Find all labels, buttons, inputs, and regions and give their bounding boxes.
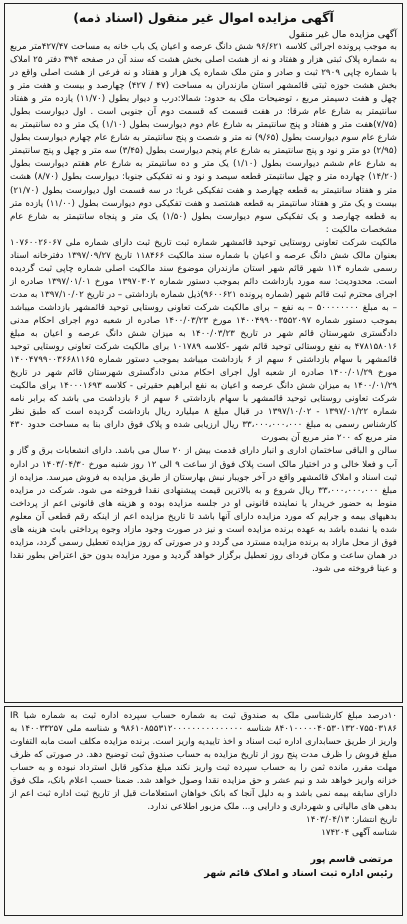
signature-block (10, 853, 397, 881)
notice-payment-box (4, 706, 403, 916)
notice-title: آگهی مزایده اموال غیر منقول (اسناد ذمه) (73, 10, 334, 25)
auction-terms: سالن و الباقی ساختمان اداری و انبار دارای قدمت بیش از ۲۰ سال می باشد. دارای انشعابات برق و گاز و آب و فعلا خالی و در اختیار مالک است پلاک فوق از ساعت ۹ الی ۱۲ روز شنبه مورخ ۱۴۰۳/۰۴/۳۰ در اداره ثبت اسناد و املاک قائمشهر واقع در آخر جویبار نبش بهارستان از طریق مزایده به فروش میرسد. مزایده از مبلغ ۳۳،۰۰۰،۰۰۰،۰۰۰ ریال شروع و به بالاترین قیمت پیشنهادی نقدا فروخته می شود. شرکت در مزایده منوط به حضور خریدار یا نماینده قانونی او در جلسه مزایده بوده و هزینه های قانونی اعم از پرداخت بدهیهای بیمه و جرایم که مورد مزایده دارای آنها باشد تا تاریخ مزایده اعم از اینکه رقم قطعی آن معلوم شده یا نشده باشد به عهده برنده مزایده است و نیز در صورت وجود مازاد وجوه پرداختی بابت هزینه های فوق از محل مازاد به برنده مزایده مسترد می گردد و در صورتی که روز مزایده تعطیل رسمی گردد، مزایده در همان ساعت و مکان فردای روز تعطیل برگزار خواهد گردید و مورد مزایده بدون حق اعتراض بطور نقدا و عینا فروخته می شود. (10, 446, 398, 574)
signer-name: مرتضی قاسم پور (310, 854, 393, 865)
publish-date: تاریخ انتشار: ۱۴۰۳/۰۴/۱۳ (306, 815, 397, 825)
property-description: به موجب پرونده اجرائی کلاسه ۹۶/۶۲۱ شش دانگ عرصه و اعیان یک باب خانه به مساحت ۴۲۷/۴۷متر مربع به شماره پلاک ثبتی هزار و هفتاد و نه از هشت اصلی بخش هشت که سند آن در صفحه ۳۹۴ دفتر ۲۵ املاک با شماره چاپی ۲۹۰۹ ثبت و صادر و متن ملک شماره یک هزار و هفتاد و نه فرعی از هشت اصلی واقع در بخش هشت حوزه ثبتی قائمشهر استان مازندران به مساحت (۴۷ / ۴۲۷) چهارصد و بیست و هفت متر و چهل و هفت دسیمتر مربع ، توضیحات ملک به حدود: شمالا:درب و دیوار بطول (۱۱/۷۰) یازده متر و هفتاد سانتیمتر به شارع عام شرقا: در هفت قسمت که قسمت دوم آن جنوبی است . اول دیوارست بطول (۷/۷۵)هفت متر و هفتاد و پنج سانتیمتر به شارع عام دوم دیوارست بطول (۱/۱۰) یک متر و ده سانتیمتر به شارع عام سوم دیوارست بطول (۹/۶۵) نه متر و شصت و پنج سانتیمتر به شارع عام چهارم دیوارست بطول (۲/۹۵) دو متر و نود و پنج سانتیمتر به شارع عام پنجم دیوارست بطول (۳/۴۵) سه متر و چهل و پنج سانتیمتر به شارع عام ششم دیوارست بطول (۱/۱۰) یک متر و ده سانتیمتر به شارع عام هفتم دیوارست بطول (۱۴/۲۰) چهارده متر و چهل سانتیمتر قطعه سیصد و نود و نه تفکیکی جنوبا: دیوارست بطول (۸/۷۰) هشت متر و هفتاد سانتیمتر به قطعه چهارصد و هفت تفکیکی غربا: در سه قسمت اول دیوارست بطول (۲۱/۷۰) بیست و یک متر و هفتاد سانتیمتر به قطعه هشتصد و هفت تفکیکی دوم دیوارست بطول (۱۱/۰۰) یازده متر به قطعه چهارصد و یک تفکیکی سوم دیوارست بطول (۱/۵۰) یک متر و پنجاه سانتیمتر به شارع عام مشخصات مالکیت : (10, 42, 398, 235)
notice-main-box (4, 3, 403, 703)
ownership-details: مالکیت شرکت تعاونی روستایی توحید قائمشهر شماره ثبت تاریخ ثبت دارای شماره ملی ۱۰۷۶۰۰۲۶۰۶۷ بعنوان مالک شش دانگ عرصه و اعیان با شماره سند مالکیت ۱۱۸۴۶۶ تاریخ ۱۳۹۷/۰۹/۲۷ دفترخانه اسناد رسمی شماره ۱۱۴ شهر قائم شهر استان مازندران موضوع سند مالکیت اصلی شماره چاپی ثبت گردیده است. محدودیت: سه مورد بازداشت دائم بموجب دستور شماره ۱۳۹۷۰۳۰۲ مورخ ۱۳۹۷/۰۱/۰۱ صادره از اجرای محترم ثبت قائم شهر (شماره پرونده ۹۶۰۰۶۲۱)ذیل شماره بازداشتی – در تاریخ ۱۳۹۷/۱۰/۰۲ به مدت – به مبلغ ۵۰۰۰۰۰۰۰۰ – به نفع – برای مالکیت شرکت تعاونی روستایی توحید قائمشهر بازداشت میباشد بموجب دستور شماره ۱۴۰۰۴۹۹۰۰۳۵۵۲۰۹۷ مورخ ۱۴۰۰/۰۳/۲۳ صادره از شعبه دوم اجرای احکام مدنی دادگستری شهرستان قائم شهر در تاریخ ۱۴۰۰/۰۳/۲۳ به میزان شش دانگ عرصه و اعیان به مبلغ ۴۷۸۱۵۸۰۱۶ به نفع روستائی توحید قائم شهر -کلاسه ۱۰۱۷۸۹ برای مالکیت شرکت تعاونی روستایی توحید قائمشهر با سهام بازداشتی ۶ سهم از ۶ بازداشت میباشد بموجب دستور شماره ۱۴۰۰۴۷۹۹۰۰۳۶۶۸۱۱۶۵ مورخ ۱۴۰۰/۰۱/۲۹ صادره از شعبه اول اجرای احکام مدنی دادگستری شهرستان قائم شهر در تاریخ ۱۴۰۰/۰۱/۲۹ به میزان شش دانگ عرصه و اعیان به نفع ابراهیم حقیرتی - کلاسه ۱۴۰۰۰۱۶۹۳ برای مالکیت شرکت تعاونی روستایی توحید قائمشهر با سهام بازداشتی ۶ سهم از ۶ بازداشت می باشد که برابر نامه شماره ۱۳۹۷/۰۱/۲۲ - ۱۳۹۷/۱۰/۰۲ در قبال مبلغ ۸ میلیارد ریال بازداشت گردیده است که طبق نظر کارشناس رسمی به مبلغ ۳۳،۰۰۰،۰۰۰،۰۰۰ ریال ارزیابی شده و پلاک فوق دارای بنا به مساحت حدود ۴۳۰ متر مربع که ۲۰۰ متر مربع آن بصورت (10, 237, 397, 444)
signer-title: رئیس اداره ثبت اسناد و املاک قائم شهر (204, 868, 393, 879)
notice-subtitle: آگهی مزایده مال غیر منقول (288, 29, 397, 40)
ad-id: شناسه آگهی ۱۷۴۲۰۴ (321, 827, 397, 838)
payment-terms: ۱۰درصد مبلغ کارشناسی ملک به صندوق ثبت به شماره حساب سپرده اداره ثبت به شماره شبا IR ۸۴۰۱۰۰۰۰۰۴۰۵۳۰۱۳۲۰۷۵۵۰۳۱۸۶ شناسه ۹۸۶۱۰۸۵۵۳۱۲۰۰۰۰۰۰۰۰۰۰۰۰۰۰۰ و شناسه ملی ۱۴۰۰۳۳۲۵۷ به واریز از طریق حسابداری اداره ثبت اسناد و اخذ تاییدیه واریز است. برنده مزایده مکلف است مابه التفاوت مبلغ فروش را ظرف مدت پنج روز از تاریخ مزایده به حساب صندوق ثبت توضیح دهد. در صورتی که ظرف مهلت مقرر، مانده ثمن را به حساب سپرده ثبت واریز نکند مبلغ مذکور قابل استرداد نبوده و به حساب خزانه واریز خواهد شد و نیم عشر و حق مزایده نقدا وصول خواهد شد. ضمنا حسب اعلام بانک، ملک فوق دارای سابقه بیمه نمی باشد و به دلیل آنجا که بانک خواهان استعلامات قبل از تاریخ ثبت اداره ثبت اعم از بدهی های مالیاتی و شهرداری و دارایی و... ملک مزبور اطلاعی ندارد. (10, 711, 397, 812)
